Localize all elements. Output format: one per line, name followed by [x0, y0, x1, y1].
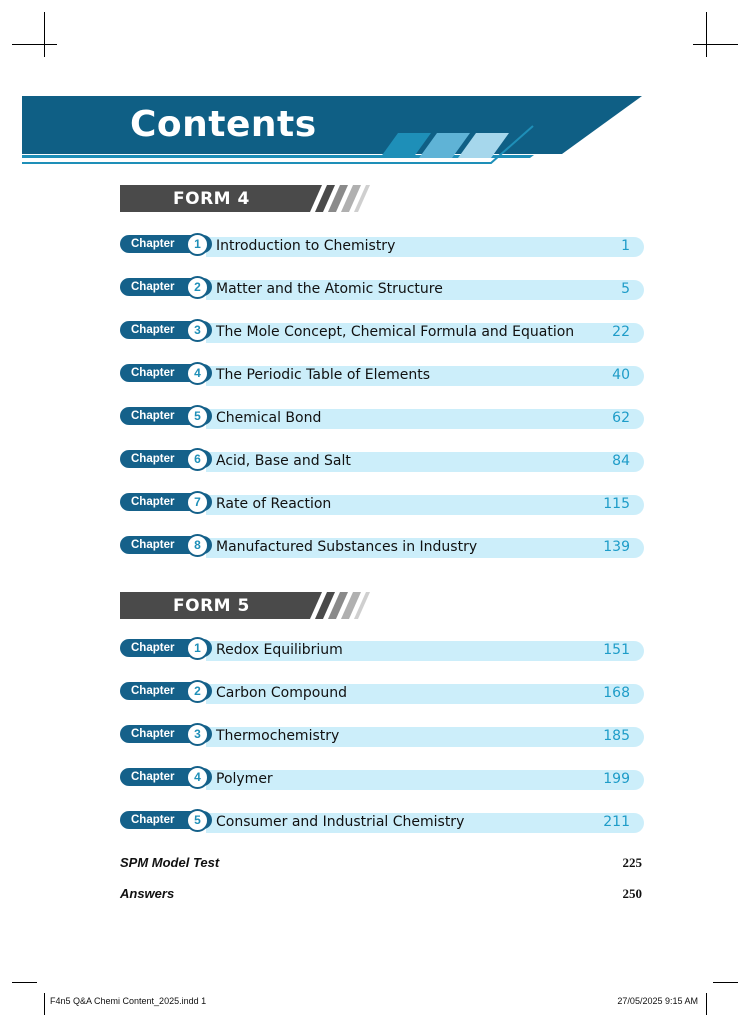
chapter-row[interactable] [120, 321, 644, 343]
chapter-number: 4 [186, 766, 209, 789]
spm-model-test-entry[interactable] [120, 855, 642, 873]
chapter-tag: Chapter [120, 768, 212, 786]
chapter-tag: Chapter [120, 639, 212, 657]
chapter-title[interactable]: Consumer and Industrial Chemistry [216, 814, 465, 830]
footer-file-info: F4n5 Q&A Chemi Content_2025.indd 1 [50, 996, 207, 1006]
chapter-number: 5 [186, 405, 209, 428]
chapter-title[interactable]: Rate of Reaction [216, 496, 332, 512]
chapter-row[interactable] [120, 768, 644, 790]
chapter-row[interactable] [120, 364, 644, 386]
chapter-page: 40 [612, 367, 630, 383]
chapter-page: 84 [612, 453, 630, 469]
chapter-page: 62 [612, 410, 630, 426]
chapter-tag: Chapter [120, 811, 212, 829]
chapter-tag: Chapter [120, 278, 212, 296]
chapter-row[interactable] [120, 639, 644, 661]
chapter-page: 139 [603, 539, 630, 555]
form-5-header [120, 592, 380, 620]
chapter-number: 1 [186, 637, 209, 660]
chapter-title[interactable]: Chemical Bond [216, 410, 322, 426]
answers-entry[interactable] [120, 886, 642, 904]
chapter-title[interactable]: The Periodic Table of Elements [216, 367, 431, 383]
crop-mark [44, 993, 45, 1015]
chapter-number: 4 [186, 362, 209, 385]
chapter-tag: Chapter [120, 235, 212, 253]
chapter-page: 185 [603, 728, 630, 744]
crop-mark [12, 982, 37, 983]
chapter-page: 151 [603, 642, 630, 658]
chapter-page: 168 [603, 685, 630, 701]
chapter-number: 5 [186, 809, 209, 832]
chapter-title[interactable]: Matter and the Atomic Structure [216, 281, 443, 297]
chapter-tag: Chapter [120, 725, 212, 743]
chapter-title[interactable]: Acid, Base and Salt [216, 453, 351, 469]
chapter-title[interactable]: Carbon Compound [216, 685, 347, 701]
chapter-title[interactable]: The Mole Concept, Chemical Formula and Equation [216, 324, 575, 340]
chapter-page: 22 [612, 324, 630, 340]
form-label: FORM 4 [173, 189, 250, 209]
chapter-tag: Chapter [120, 364, 212, 382]
crop-mark [713, 982, 738, 983]
chapter-row[interactable] [120, 811, 644, 833]
chapter-title[interactable]: Introduction to Chemistry [216, 238, 396, 254]
chapter-tag: Chapter [120, 450, 212, 468]
chapter-row[interactable] [120, 682, 644, 704]
chapter-tag: Chapter [120, 493, 212, 511]
chapter-page: 1 [621, 238, 630, 254]
extra-label[interactable]: SPM Model Test [120, 855, 220, 870]
chapter-number: 8 [186, 534, 209, 557]
chapter-tag: Chapter [120, 321, 212, 339]
extra-page: 250 [622, 886, 642, 901]
footer-date: 27/05/2025 9:15 AM [617, 996, 698, 1006]
form-label: FORM 5 [173, 596, 250, 616]
chapter-tag: Chapter [120, 536, 212, 554]
chapter-number: 3 [186, 723, 209, 746]
page-title: Contents [130, 104, 317, 145]
chapter-number: 2 [186, 680, 209, 703]
form-header-shape [120, 592, 380, 620]
chapter-row[interactable] [120, 407, 644, 429]
chapter-title[interactable]: Redox Equilibrium [216, 642, 343, 658]
crop-mark [706, 993, 707, 1015]
chapter-title[interactable]: Polymer [216, 771, 273, 787]
chapter-number: 6 [186, 448, 209, 471]
chapter-page: 199 [603, 771, 630, 787]
chapter-page: 5 [621, 281, 630, 297]
chapter-title[interactable]: Thermochemistry [216, 728, 340, 744]
chapter-row[interactable] [120, 450, 644, 472]
chapter-title[interactable]: Manufactured Substances in Industry [216, 539, 478, 555]
form-4-header [120, 185, 380, 213]
extra-label[interactable]: Answers [120, 886, 175, 901]
extra-page: 225 [622, 855, 642, 870]
chapter-number: 3 [186, 319, 209, 342]
form-header-shape [120, 185, 380, 213]
chapter-tag: Chapter [120, 407, 212, 425]
chapter-row[interactable] [120, 725, 644, 747]
chapter-row[interactable] [120, 235, 644, 257]
chapter-page: 211 [603, 814, 630, 830]
contents-banner [0, 0, 750, 200]
chapter-number: 2 [186, 276, 209, 299]
chapter-row[interactable] [120, 536, 644, 558]
chapter-page: 115 [603, 496, 630, 512]
chapter-row[interactable] [120, 493, 644, 515]
chapter-number: 7 [186, 491, 209, 514]
chapter-row[interactable] [120, 278, 644, 300]
chapter-tag: Chapter [120, 682, 212, 700]
chapter-number: 1 [186, 233, 209, 256]
